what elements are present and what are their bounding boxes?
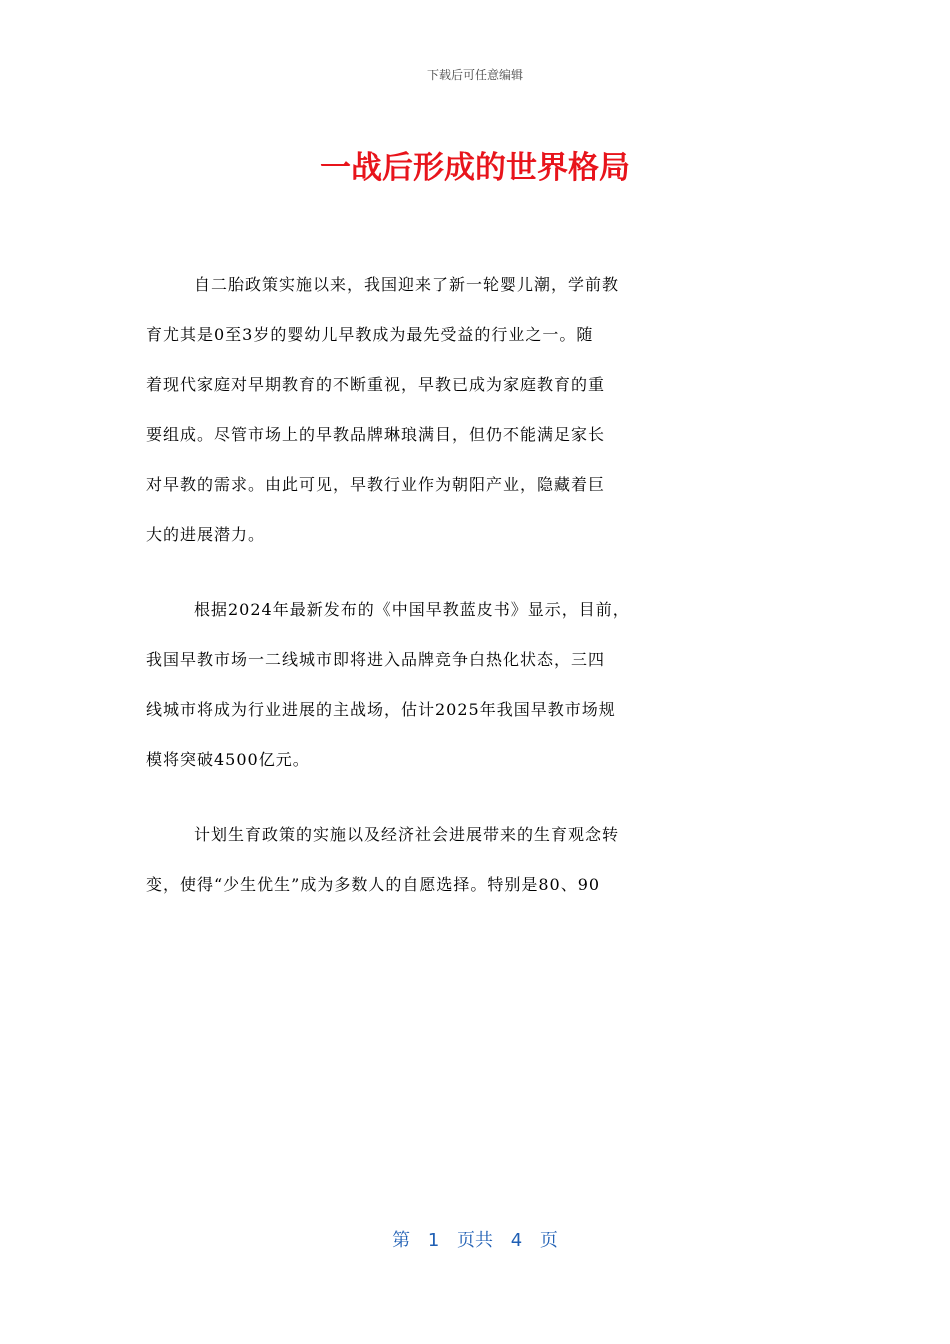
paragraph-2	[146, 597, 806, 797]
paragraph-line: 计划生育政策的实施以及经济社会进展带来的生育观念转	[194, 825, 620, 844]
page-footer: 第 1 页共 4 页	[392, 1230, 558, 1251]
paragraph-line: 模将突破4500亿元。	[146, 750, 310, 769]
header-note: 下载后可任意编辑	[426, 68, 523, 82]
paragraph-1	[146, 272, 806, 572]
paragraph-line: 大的进展潜力。	[146, 525, 266, 544]
paragraph-gap	[146, 572, 806, 597]
paragraph-line: 育尤其是0至3岁的婴幼儿早教成为最先受益的行业之一。随	[146, 325, 594, 344]
paragraph-line: 根据2024年最新发布的《中国早教蓝皮书》显示，目前，	[194, 600, 630, 619]
paragraph-line: 对早教的需求。由此可见，早教行业作为朝阳产业，隐藏着巨	[146, 475, 606, 494]
paragraph-line: 着现代家庭对早期教育的不断重视，早教已成为家庭教育的重	[146, 375, 606, 394]
paragraph-line: 线城市将成为行业进展的主战场，估计2025年我国早教市场规	[146, 700, 616, 719]
paragraph-line: 要组成。尽管市场上的早教品牌琳琅满目，但仍不能满足家长	[146, 425, 606, 444]
paragraph-3	[146, 822, 806, 922]
paragraph-gap	[146, 797, 806, 822]
paragraph-line: 自二胎政策实施以来，我国迎来了新一轮婴儿潮，学前教	[194, 275, 620, 294]
paragraph-line: 我国早教市场一二线城市即将进入品牌竞争白热化状态，三四	[146, 650, 606, 669]
document-body	[146, 272, 806, 922]
document-title: 一战后形成的世界格局	[320, 150, 630, 186]
paragraph-line: 变，使得“少生优生”成为多数人的自愿选择。特别是80、90	[146, 875, 601, 894]
